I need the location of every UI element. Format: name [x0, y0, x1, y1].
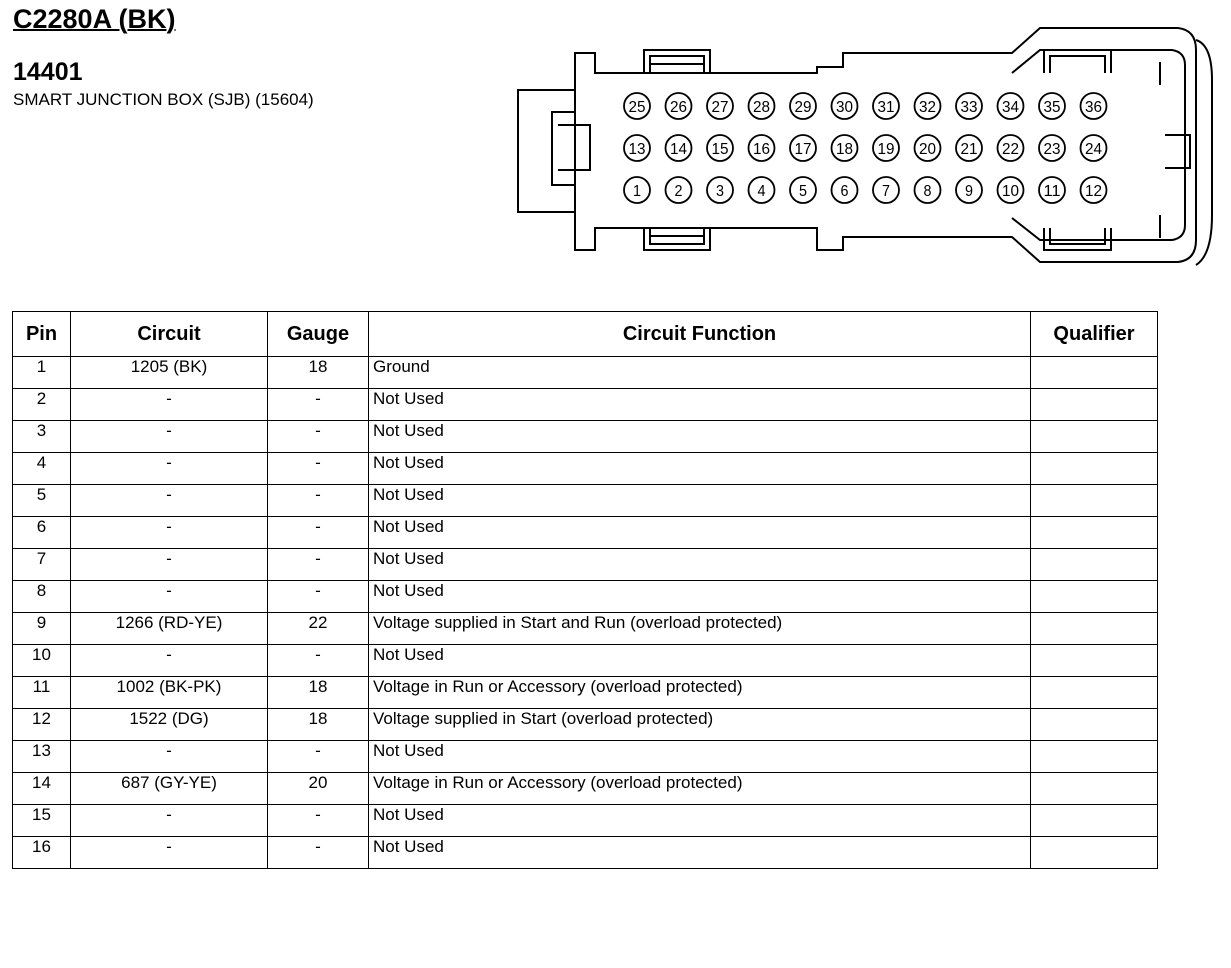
- pin-number: 11: [1043, 183, 1061, 200]
- header-pin: Pin: [13, 312, 71, 357]
- gauge-cell: -: [268, 485, 369, 517]
- pin-cell: 13: [13, 741, 71, 773]
- pin-number: 6: [840, 183, 849, 200]
- pin-number: 9: [965, 183, 974, 200]
- qualifier-cell: [1031, 805, 1158, 837]
- table-header-row: [13, 312, 1158, 357]
- gauge-cell: -: [268, 453, 369, 485]
- circuit-cell: -: [71, 741, 268, 773]
- connector-pin-22: [998, 135, 1024, 161]
- pin-cell: 12: [13, 709, 71, 741]
- pin-number: 33: [960, 99, 978, 116]
- circuit-cell: -: [71, 549, 268, 581]
- circuit-cell: -: [71, 389, 268, 421]
- gauge-cell: 22: [268, 613, 369, 645]
- gauge-cell: -: [268, 517, 369, 549]
- circuit-cell: -: [71, 517, 268, 549]
- connector-pin-24: [1081, 135, 1107, 161]
- latch-bottom-left: [644, 228, 710, 250]
- pin-number: 26: [670, 99, 688, 116]
- circuit-cell: -: [71, 581, 268, 613]
- gauge-cell: -: [268, 549, 369, 581]
- connector-pin-25: [624, 93, 650, 119]
- table-row: [13, 421, 1158, 453]
- component-description: SMART JUNCTION BOX (SJB) (15604): [13, 90, 314, 109]
- connector-pin-11: [1039, 177, 1065, 203]
- connector-pin-1: [624, 177, 650, 203]
- pin-number: 31: [877, 99, 895, 116]
- connector-title: C2280A (BK): [13, 4, 176, 34]
- function-cell: Not Used: [369, 389, 1031, 421]
- connector-pin-4: [749, 177, 775, 203]
- pin-number: 18: [836, 141, 854, 158]
- pin-number: 32: [919, 99, 937, 116]
- connector-pin-30: [832, 93, 858, 119]
- gauge-cell: -: [268, 805, 369, 837]
- pin-cell: 15: [13, 805, 71, 837]
- function-cell: Voltage supplied in Start (overload protected): [369, 709, 1031, 741]
- table-row: [13, 709, 1158, 741]
- pin-number: 1: [633, 183, 642, 200]
- function-cell: Not Used: [369, 485, 1031, 517]
- qualifier-cell: [1031, 549, 1158, 581]
- table-row: [13, 837, 1158, 869]
- connector-pin-32: [915, 93, 941, 119]
- pin-number: 23: [1043, 141, 1061, 158]
- qualifier-cell: [1031, 837, 1158, 869]
- pinout-table: [12, 311, 1158, 869]
- connector-pin-19: [873, 135, 899, 161]
- table-row: [13, 773, 1158, 805]
- gauge-cell: -: [268, 837, 369, 869]
- connector-pin-34: [998, 93, 1024, 119]
- pin-number: 30: [836, 99, 854, 116]
- pin-number: 2: [674, 183, 683, 200]
- pin-number: 12: [1085, 183, 1103, 200]
- qualifier-cell: [1031, 709, 1158, 741]
- connector-pin-10: [998, 177, 1024, 203]
- qualifier-cell: [1031, 453, 1158, 485]
- qualifier-cell: [1031, 677, 1158, 709]
- pin-number: 29: [794, 99, 812, 116]
- table-row: [13, 485, 1158, 517]
- pin-number: 25: [628, 99, 646, 116]
- function-cell: Ground: [369, 357, 1031, 389]
- pin-cell: 9: [13, 613, 71, 645]
- table-row: [13, 741, 1158, 773]
- connector-pin-27: [707, 93, 733, 119]
- qualifier-cell: [1031, 741, 1158, 773]
- pin-number: 10: [1002, 183, 1020, 200]
- connector-pin-8: [915, 177, 941, 203]
- connector-face-diagram: [0, 0, 1231, 300]
- connector-pin-7: [873, 177, 899, 203]
- connector-pin-31: [873, 93, 899, 119]
- circuit-cell: 1205 (BK): [71, 357, 268, 389]
- connector-pin-16: [749, 135, 775, 161]
- pin-number: 21: [960, 141, 978, 158]
- latch-top-right: [1044, 50, 1111, 73]
- table-row: [13, 453, 1158, 485]
- connector-pin-9: [956, 177, 982, 203]
- gauge-cell: 18: [268, 357, 369, 389]
- pin-number: 35: [1043, 99, 1061, 116]
- qualifier-cell: [1031, 485, 1158, 517]
- connector-pin-26: [666, 93, 692, 119]
- circuit-cell: -: [71, 453, 268, 485]
- function-cell: Not Used: [369, 805, 1031, 837]
- function-cell: Not Used: [369, 581, 1031, 613]
- pin-cell: 8: [13, 581, 71, 613]
- qualifier-cell: [1031, 645, 1158, 677]
- function-cell: Voltage in Run or Accessory (overload protected): [369, 677, 1031, 709]
- qualifier-cell: [1031, 421, 1158, 453]
- gauge-cell: 18: [268, 709, 369, 741]
- gauge-cell: 20: [268, 773, 369, 805]
- gauge-cell: 18: [268, 677, 369, 709]
- connector-pin-21: [956, 135, 982, 161]
- connector-pin-5: [790, 177, 816, 203]
- pin-number: 3: [716, 183, 725, 200]
- qualifier-cell: [1031, 581, 1158, 613]
- pin-number: 20: [919, 141, 937, 158]
- function-cell: Not Used: [369, 549, 1031, 581]
- function-cell: Voltage in Run or Accessory (overload protected): [369, 773, 1031, 805]
- connector-pin-23: [1039, 135, 1065, 161]
- pin-cell: 11: [13, 677, 71, 709]
- function-cell: Not Used: [369, 517, 1031, 549]
- pin-cell: 7: [13, 549, 71, 581]
- pin-cell: 4: [13, 453, 71, 485]
- connector-pin-3: [707, 177, 733, 203]
- pin-cell: 3: [13, 421, 71, 453]
- pin-number: 17: [794, 141, 812, 158]
- connector-pin-36: [1081, 93, 1107, 119]
- pin-number: 15: [711, 141, 729, 158]
- gauge-cell: -: [268, 645, 369, 677]
- table-row: [13, 613, 1158, 645]
- connector-pin-2: [666, 177, 692, 203]
- pin-number: 7: [882, 183, 891, 200]
- pin-number: 34: [1002, 99, 1020, 116]
- pin-number: 8: [923, 183, 932, 200]
- header-circuit-function: Circuit Function: [369, 312, 1031, 357]
- pin-cell: 14: [13, 773, 71, 805]
- gauge-cell: -: [268, 581, 369, 613]
- pin-number: 27: [711, 99, 729, 116]
- qualifier-cell: [1031, 357, 1158, 389]
- circuit-cell: 687 (GY-YE): [71, 773, 268, 805]
- circuit-cell: -: [71, 421, 268, 453]
- pin-number: 14: [670, 141, 688, 158]
- connector-pin-15: [707, 135, 733, 161]
- function-cell: Not Used: [369, 645, 1031, 677]
- function-cell: Not Used: [369, 837, 1031, 869]
- table-row: [13, 581, 1158, 613]
- latch-top-left: [644, 50, 710, 73]
- connector-pin-28: [749, 93, 775, 119]
- table-row: [13, 357, 1158, 389]
- pin-cell: 5: [13, 485, 71, 517]
- circuit-cell: -: [71, 645, 268, 677]
- circuit-cell: -: [71, 805, 268, 837]
- function-cell: Not Used: [369, 741, 1031, 773]
- pin-cell: 10: [13, 645, 71, 677]
- qualifier-cell: [1031, 389, 1158, 421]
- function-cell: Not Used: [369, 421, 1031, 453]
- pin-number: 4: [757, 183, 766, 200]
- pin-number: 5: [799, 183, 808, 200]
- connector-pin-18: [832, 135, 858, 161]
- pin-cell: 6: [13, 517, 71, 549]
- table-row: [13, 677, 1158, 709]
- function-cell: Voltage supplied in Start and Run (overload protected): [369, 613, 1031, 645]
- pin-cell: 2: [13, 389, 71, 421]
- connector-pin-29: [790, 93, 816, 119]
- connector-pin-13: [624, 135, 650, 161]
- circuit-cell: 1522 (DG): [71, 709, 268, 741]
- pin-cell: 16: [13, 837, 71, 869]
- qualifier-cell: [1031, 517, 1158, 549]
- pin-number: 28: [753, 99, 771, 116]
- header-gauge: Gauge: [268, 312, 369, 357]
- pin-cell: 1: [13, 357, 71, 389]
- pin-number: 24: [1085, 141, 1103, 158]
- connector-pin-14: [666, 135, 692, 161]
- connector-pin-17: [790, 135, 816, 161]
- table-row: [13, 517, 1158, 549]
- connector-right-edge: [1196, 40, 1212, 265]
- connector-pin-35: [1039, 93, 1065, 119]
- connector-pin-33: [956, 93, 982, 119]
- gauge-cell: -: [268, 741, 369, 773]
- table-row: [13, 389, 1158, 421]
- table-row: [13, 549, 1158, 581]
- pin-number: 13: [628, 141, 646, 158]
- connector-left-housing: [518, 90, 575, 212]
- function-cell: Not Used: [369, 453, 1031, 485]
- connector-pin-6: [832, 177, 858, 203]
- gauge-cell: -: [268, 389, 369, 421]
- table-row: [13, 645, 1158, 677]
- header-circuit: Circuit: [71, 312, 268, 357]
- connector-pin-12: [1081, 177, 1107, 203]
- connector-left-lock: [552, 112, 590, 185]
- circuit-cell: -: [71, 485, 268, 517]
- connector-pin-20: [915, 135, 941, 161]
- part-number: 14401: [13, 58, 83, 86]
- pin-number: 19: [877, 141, 895, 158]
- circuit-cell: 1002 (BK-PK): [71, 677, 268, 709]
- qualifier-cell: [1031, 773, 1158, 805]
- pin-number: 22: [1002, 141, 1020, 158]
- gauge-cell: -: [268, 421, 369, 453]
- circuit-cell: -: [71, 837, 268, 869]
- table-row: [13, 805, 1158, 837]
- qualifier-cell: [1031, 613, 1158, 645]
- circuit-cell: 1266 (RD-YE): [71, 613, 268, 645]
- pin-number: 16: [753, 141, 771, 158]
- pin-number: 36: [1085, 99, 1103, 116]
- header-qualifier: Qualifier: [1031, 312, 1158, 357]
